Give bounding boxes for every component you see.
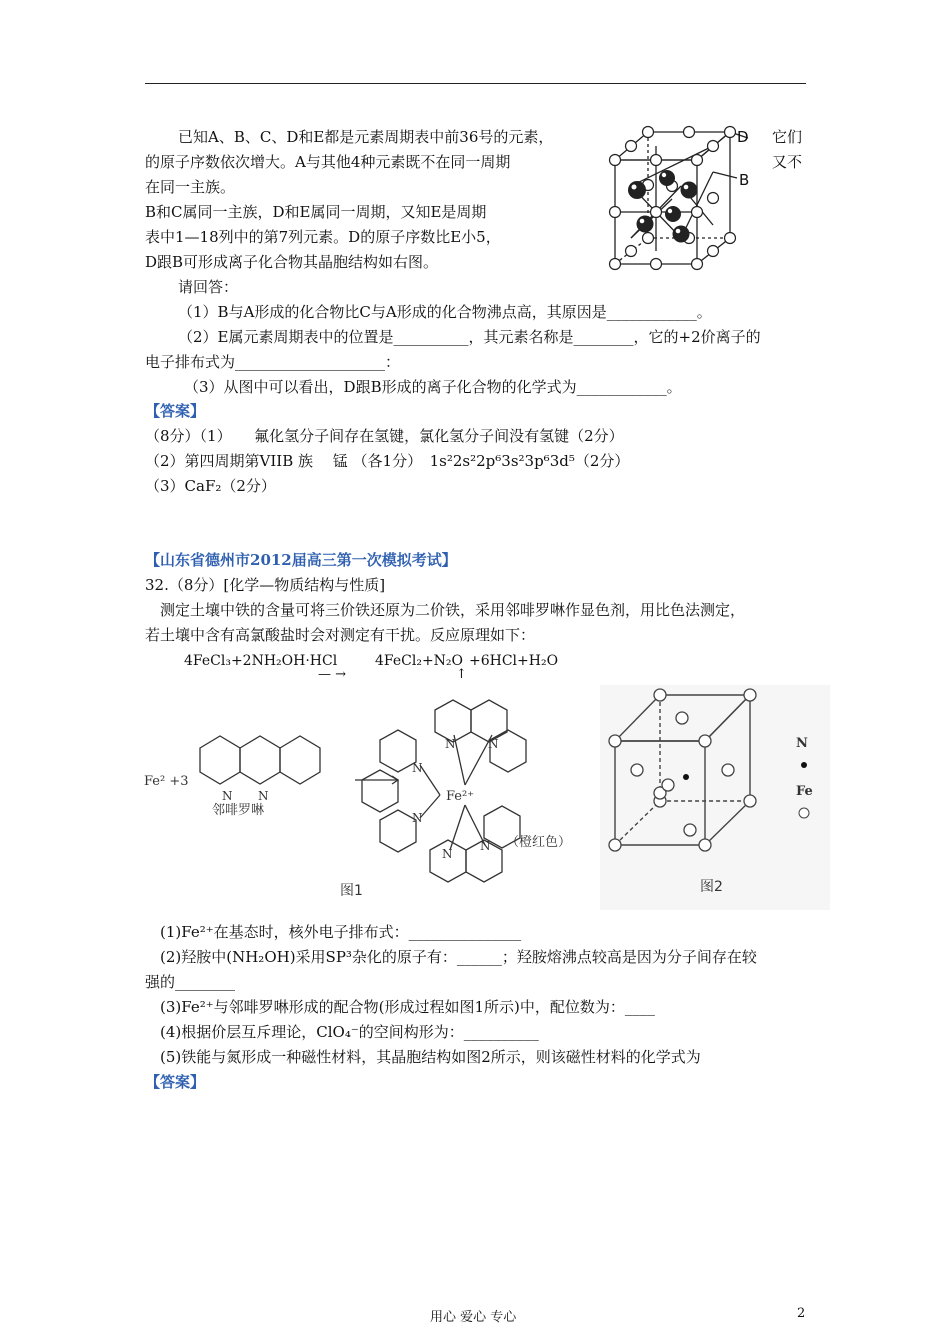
legend-fe-circle bbox=[799, 808, 809, 818]
p1-line1: 已知A、B、C、D和E都是元素周期表中前36号的元素， bbox=[178, 128, 554, 146]
fig1-ligand-name: 邻啡罗啉 bbox=[212, 803, 265, 818]
p2-intro2: 若土壤中含有高氯酸盐时会对测定有干扰。反应原理如下： bbox=[145, 626, 536, 644]
p1-line1-right: 它们 bbox=[772, 128, 803, 146]
p1-answer-label: 【答案】 bbox=[145, 402, 206, 420]
p1-a3: （3）CaF₂（2分） bbox=[145, 477, 276, 495]
fig1-fe-label: Fe² +3 bbox=[144, 774, 189, 789]
svg-text:N: N bbox=[442, 847, 453, 861]
p1-line3: 在同一主族。 bbox=[145, 178, 236, 196]
fig1-color: （橙红色） bbox=[506, 835, 572, 850]
p2-q1: (1)Fe²⁺在基态时，核外电子排布式：_______________ bbox=[160, 923, 522, 941]
svg-text:N: N bbox=[480, 839, 491, 853]
p1-ask: 请回答： bbox=[178, 278, 239, 296]
eq-right: 4FeCl₂+N₂O bbox=[375, 653, 464, 669]
fig1-complex bbox=[140, 690, 610, 910]
p1-line4: B和C属同一主族，D和E属同一周期，又知E是周期 bbox=[145, 203, 487, 221]
fig2-caption: 图2 bbox=[700, 879, 723, 895]
p1-a2-suffix: （2分） bbox=[574, 452, 630, 470]
eq-left: 4FeCl₃+2NH₂OH·HCl bbox=[184, 653, 338, 669]
svg-text:N: N bbox=[222, 789, 233, 803]
svg-text:N: N bbox=[412, 811, 423, 825]
fig1-center: Fe²⁺ bbox=[446, 789, 475, 804]
legend-n-dot bbox=[801, 762, 807, 768]
svg-text:N: N bbox=[412, 761, 423, 775]
p1-q3: （3）从图中可以看出，D跟B形成的离子化合物的化学式为____________。 bbox=[184, 378, 682, 396]
p1-line2: 的原子序数依次增大。A与其他4种元素既不在同一周期 bbox=[145, 153, 511, 171]
footer-slogan: 用心 爱心 专心 bbox=[430, 1310, 517, 1325]
svg-text:N: N bbox=[258, 789, 269, 803]
p2-q5: (5)铁能与氮形成一种磁性材料，其晶胞结构如图2所示，则该磁性材料的化学式为 bbox=[160, 1048, 701, 1066]
p1-a2-prefix: （2）第四周期第VIIB 族 锰 （各1分） bbox=[145, 452, 430, 470]
p1-a1: （8分）（1） 氟化氢分子间存在氢键，氯化氢分子间没有氢键（2分） bbox=[145, 427, 624, 445]
header-rule bbox=[145, 83, 806, 84]
fig-crystal-db bbox=[585, 122, 775, 282]
p2-q2b: 强的________ bbox=[145, 973, 236, 991]
label-d: D bbox=[737, 128, 749, 146]
p2-source: 【山东省德州市2012届高三第一次模拟考试】 bbox=[145, 551, 457, 569]
p2-q2a: (2)羟胺中(NH₂OH)采用SP³杂化的原子有：______；羟胺熔沸点较高是因为分子间存在较 bbox=[160, 948, 757, 966]
svg-text:N: N bbox=[488, 737, 499, 751]
p1-line2-right: 又不 bbox=[772, 153, 803, 171]
eq-up: ↑ bbox=[456, 667, 467, 682]
eq-arrow: — → bbox=[318, 667, 347, 682]
p1-q2: （2）E属元素周期表中的位置是__________，其元素名称是________，它的+2价离子的 bbox=[178, 328, 761, 346]
fig2-cell bbox=[600, 685, 830, 910]
fig1-caption: 图1 bbox=[340, 883, 363, 899]
legend-fe: Fe bbox=[796, 784, 813, 799]
p2-intro1: 测定土壤中铁的含量可将三价铁还原为二价铁，采用邻啡罗啉作显色剂，用比色法测定， bbox=[160, 601, 746, 619]
svg-text:N: N bbox=[445, 737, 456, 751]
p2-q3: (3)Fe²⁺与邻啡罗啉形成的配合物(形成过程如图1所示)中，配位数为：____ bbox=[160, 998, 655, 1016]
p1-line5: 表中1—18列中的第7列元素。D的原子序数比E小5， bbox=[145, 228, 501, 246]
p2-answer-label: 【答案】 bbox=[145, 1073, 206, 1091]
p2-q4: (4)根据价层互斥理论，ClO₄⁻的空间构形为：__________ bbox=[160, 1023, 539, 1041]
label-b: B bbox=[739, 171, 750, 189]
eq-end: +6HCl+H₂O bbox=[469, 653, 559, 669]
legend-n: N bbox=[796, 736, 808, 751]
p1-a2 bbox=[145, 450, 629, 472]
p1-line6: D跟B可形成离子化合物其晶胞结构如右图。 bbox=[145, 253, 439, 271]
page-number: 2 bbox=[797, 1306, 806, 1321]
p1-q2b: 电子排布式为____________________： bbox=[145, 353, 401, 371]
p2-qnum: 32.（8分）[化学—物质结构与性质] bbox=[145, 576, 386, 594]
p1-q1: （1）B与A形成的化合物比C与A形成的化合物沸点高，其原因是____________。 bbox=[178, 303, 712, 321]
p1-a2-config: 1s²2s²2p⁶3s²3p⁶3d⁵ bbox=[429, 452, 575, 470]
